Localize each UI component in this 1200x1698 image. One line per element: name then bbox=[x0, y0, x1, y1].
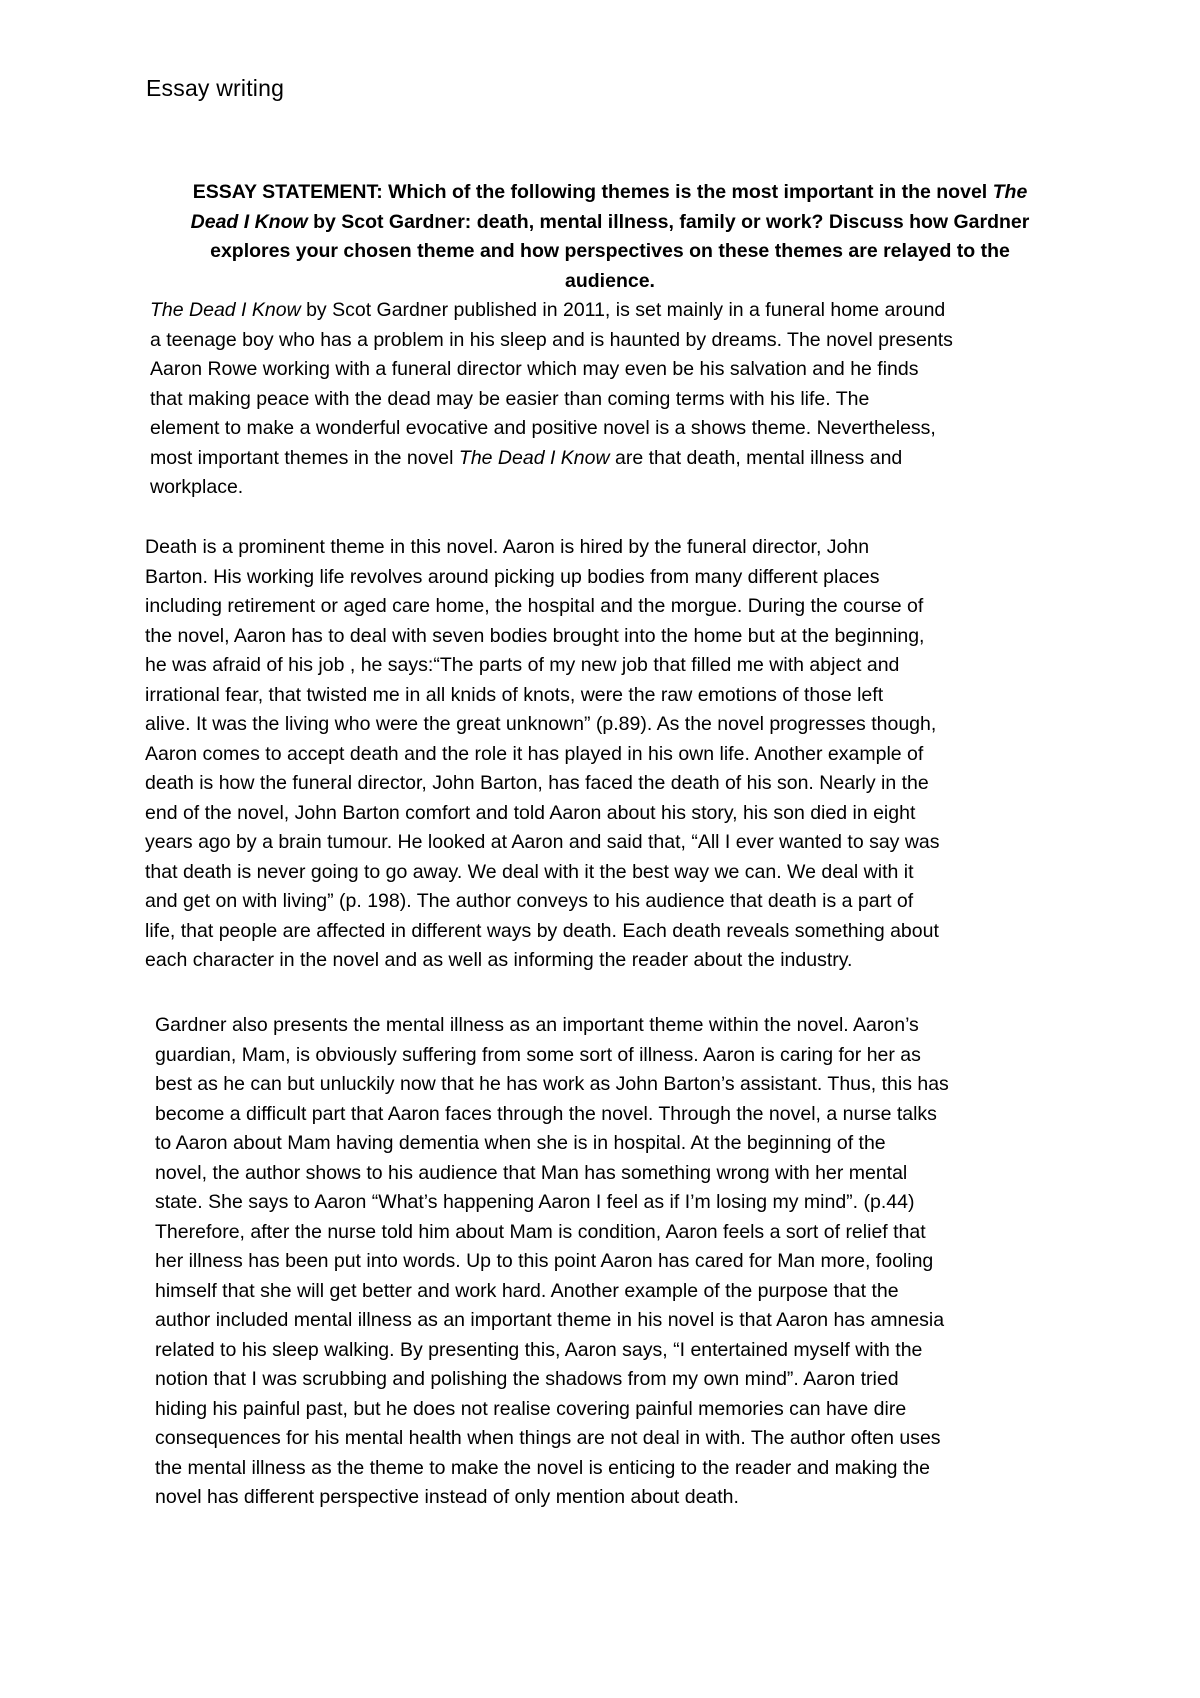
paragraph-line: Aaron Rowe working with a funeral director which may even be his salvation and he finds bbox=[150, 358, 919, 380]
paragraph-line: Aaron comes to accept death and the role it has played in his own life. Another example of bbox=[145, 742, 924, 765]
paragraph-line: Death is a prominent theme in this novel. Aaron is hired by the funeral director, John bbox=[145, 536, 870, 558]
paragraph-line: that making peace with the dead may be easier than coming terms with his life. The bbox=[150, 387, 870, 410]
paragraph-line: years ago by a brain tumour. He looked at Aaron and said that, “All I ever wanted to say was bbox=[145, 831, 940, 853]
paragraph-line: and get on with living” (p. 198). The author conveys to his audience that death is a part of bbox=[145, 890, 914, 912]
intro-paragraph bbox=[150, 296, 1075, 503]
death-theme-paragraph bbox=[145, 533, 1075, 976]
paragraph-line: Therefore, after the nurse told him about Mam is condition, Aaron feels a sort of relief that bbox=[155, 1220, 926, 1243]
paragraph-line: a teenage boy who has a problem in his sleep and is haunted by dreams. The novel presents bbox=[150, 328, 953, 351]
essay-statement bbox=[150, 178, 1070, 296]
paragraph-line: himself that she will get better and work hard. Another example of the purpose that the bbox=[155, 1279, 899, 1302]
paragraph-line: that death is never going to go away. We deal with it the best way we can. We deal with it bbox=[145, 860, 914, 883]
mental-illness-theme-paragraph bbox=[155, 1011, 1080, 1513]
statement-line: ESSAY STATEMENT: Which of the following themes is the most important in the novel The bbox=[192, 181, 1028, 203]
paragraph-line: the novel, Aaron has to deal with seven bodies brought into the home but at the beginning, bbox=[145, 624, 925, 647]
paragraph-line: death is how the funeral director, John Barton, has faced the death of his son. Nearly in the bbox=[145, 772, 929, 794]
paragraph-line: most important themes in the novel The Dead I Know are that death, mental illness and bbox=[150, 446, 903, 469]
novel-title: The Dead I Know bbox=[458, 446, 610, 469]
paragraph-line: hiding his painful past, but he does not realise covering painful memories can have dire bbox=[155, 1397, 907, 1420]
paragraph-line: novel, the author shows to his audience that Man has something wrong with her mental bbox=[155, 1161, 908, 1184]
paragraph-line: to Aaron about Mam having dementia when she is in hospital. At the beginning of the bbox=[155, 1132, 886, 1154]
paragraph-line: including retirement or aged care home, the hospital and the morgue. During the course of bbox=[145, 595, 924, 617]
novel-title: The bbox=[992, 181, 1028, 203]
statement-line: explores your chosen theme and how perspectives on these themes are relayed to the bbox=[210, 240, 1010, 262]
paragraph-line: alive. It was the living who were the great unknown” (p.89). As the novel progresses though, bbox=[145, 713, 937, 735]
paragraph-line: he was afraid of his job , he says:“The parts of my new job that filled me with abject and bbox=[145, 654, 900, 676]
paragraph-line: related to his sleep walking. By presenting this, Aaron says, “I entertained myself with the bbox=[155, 1338, 923, 1361]
paragraph-line: irrational fear, that twisted me in all knids of knots, were the raw emotions of those left bbox=[145, 683, 884, 706]
paragraph-line: Gardner also presents the mental illness as an important theme within the novel. Aaron’s bbox=[155, 1014, 919, 1036]
paragraph-line: author included mental illness as an important theme in his novel is that Aaron has amnesia bbox=[155, 1309, 945, 1331]
document-title: Essay writing bbox=[146, 75, 285, 101]
paragraph-line: each character in the novel and as well as informing the reader about the industry. bbox=[145, 949, 853, 971]
statement-line: audience. bbox=[565, 269, 655, 292]
paragraph-line: element to make a wonderful evocative and positive novel is a shows theme. Nevertheless, bbox=[150, 417, 936, 439]
paragraph-line: consequences for his mental health when things are not deal in with. The author often uses bbox=[155, 1427, 941, 1449]
paragraph-line: best as he can but unluckily now that he has work as John Barton’s assistant. Thus, this has bbox=[155, 1073, 949, 1095]
paragraph-line: Barton. His working life revolves around picking up bodies from many different places bbox=[145, 565, 880, 588]
paragraph-line: guardian, Mam, is obviously suffering from some sort of illness. Aaron is caring for her as bbox=[155, 1043, 921, 1066]
paragraph-line: her illness has been put into words. Up to this point Aaron has cared for Man more, fooling bbox=[155, 1250, 934, 1272]
novel-title: Dead I Know bbox=[190, 210, 308, 233]
paragraph-line: novel has different perspective instead of only mention about death. bbox=[155, 1486, 739, 1508]
paragraph-line: The Dead I Know by Scot Gardner published in 2011, is set mainly in a funeral home around bbox=[150, 299, 946, 321]
statement-line: Dead I Know by Scot Gardner: death, mental illness, family or work? Discuss how Gardner bbox=[190, 210, 1030, 233]
paragraph-line: end of the novel, John Barton comfort and told Aaron about his story, his son died in eight bbox=[145, 801, 916, 824]
paragraph-line: notion that I was scrubbing and polishing the shadows from my own mind”. Aaron tried bbox=[155, 1368, 899, 1390]
novel-title: The Dead I Know bbox=[150, 299, 301, 321]
paragraph-line: become a difficult part that Aaron faces through the novel. Through the novel, a nurse talks bbox=[155, 1102, 937, 1125]
paragraph-line: workplace. bbox=[150, 476, 244, 498]
paragraph-line: life, that people are affected in different ways by death. Each death reveals something about bbox=[145, 919, 939, 942]
paragraph-line: state. She says to Aaron “What’s happening Aaron I feel as if I’m losing my mind”. (p.44) bbox=[155, 1191, 915, 1213]
paragraph-line: the mental illness as the theme to make the novel is enticing to the reader and making the bbox=[155, 1456, 931, 1479]
